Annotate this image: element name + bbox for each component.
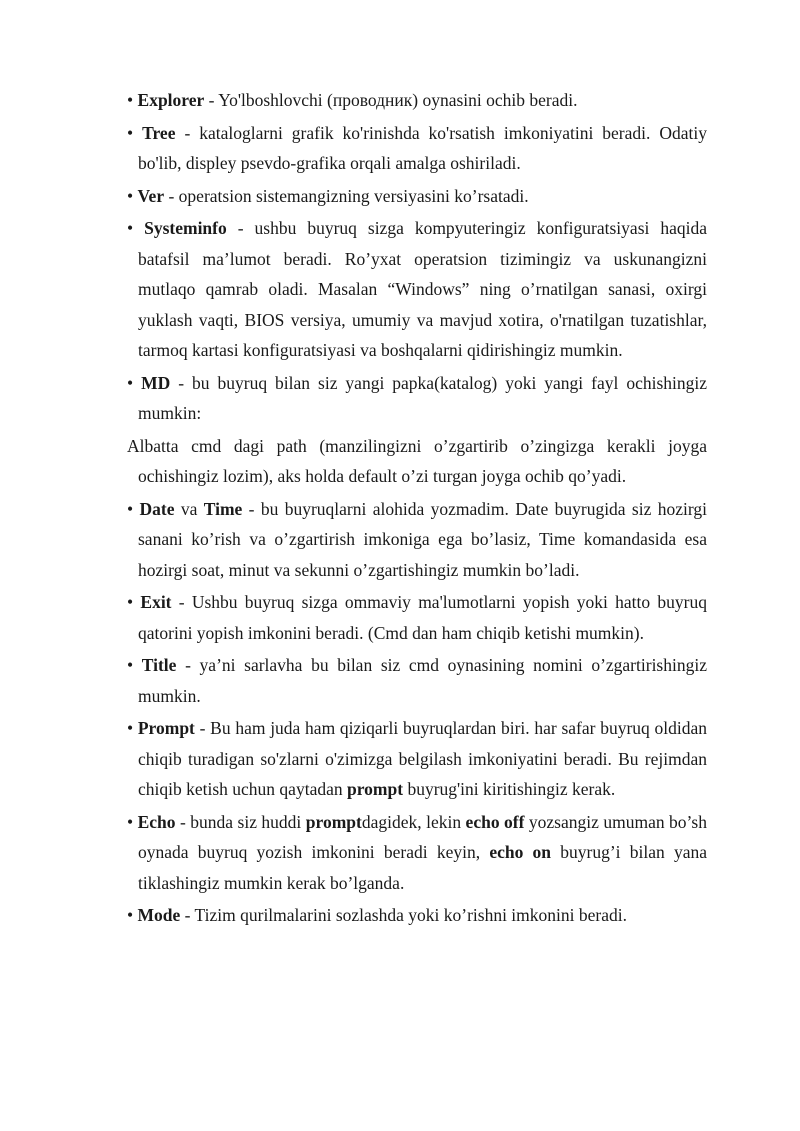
desc-echo-2: dagidek, lekin (361, 811, 466, 832)
item-systeminfo (127, 213, 707, 366)
desc-exit: - Ushbu buyruq sizga ommaviy ma'lumotlarni yopish yoki hatto buyruq qatorini yopish imkonini beradi. (Cmd dan ham chiqib ketishi mumkin). (138, 592, 707, 643)
term-ver: Ver (137, 185, 165, 206)
desc-systeminfo: - ushbu buyruq sizga kompyuteringiz konfiguratsiyasi haqida batafsil ma’lumot beradi. Ro’yxat operatsion tizimingiz va uskunangizni mutlaqo qamrab oladi. Masalan “Windows” ning o’rnatilgan sanasi, oxirgi yuklash vaqti, BIOS versiya, umumiy va mavjud xotira, o'rnatilgan tuzatishlar, tarmoq kartasi konfiguratsiyasi va boshqalarni qidirishingiz mumkin. (138, 218, 707, 360)
desc-echo-4: buyrug’i bilan yana tiklashingiz mumkin kerak bo’lganda. (138, 842, 708, 893)
desc-explorer: - Yo'lboshlovchi (проводник) oynasini ochib beradi. (204, 90, 578, 110)
item-title (127, 650, 707, 711)
item-ver (127, 181, 707, 212)
term-exit: Exit (140, 592, 172, 612)
term-prompt: Prompt (137, 718, 195, 738)
term-title: Title (141, 655, 177, 675)
desc-prompt-2: buyrug'ini kiritishingiz kerak. (403, 779, 616, 799)
bullet: • (127, 372, 142, 393)
conjunction: va (174, 498, 204, 519)
term-prompt-ref: prompt (305, 811, 362, 832)
term-time: Time (203, 498, 243, 519)
bullet: • (127, 218, 145, 238)
item-tree (127, 118, 707, 179)
item-exit (127, 587, 707, 648)
item-prompt (127, 713, 707, 805)
desc-ver: - operatsion sistemangizning versiyasini ko’rsatadi. (164, 185, 529, 206)
term-explorer: Explorer (137, 90, 205, 110)
bullet: • (127, 185, 138, 206)
term-md: MD (141, 372, 171, 393)
item-md (127, 368, 707, 429)
desc-echo-1: - bunda siz huddi (175, 811, 306, 832)
term-tree: Tree (142, 122, 176, 143)
desc-echo-3: yozsangiz umuman bo’sh oynada buyruq yozish imkonini beradi keyin, (138, 811, 707, 862)
document-page (127, 85, 707, 933)
desc-mode: - Tizim qurilmalarini sozlashda yoki ko’rishni imkonini beradi. (180, 905, 627, 925)
desc-date-time: - bu buyruqlarni alohida yozmadim. Date buyrugida siz hozirgi sanani ko’rish va o’zgartirish imkoniga ega bo’lasiz, Time komandasida esa hozirgi soat, minut va sekunni o’zgartishingiz mumkin bo’ladi. (138, 498, 707, 580)
desc-tree: - kataloglarni grafik ko'rinishda ko'rsatish imkoniyatini beradi. Odatiy bo'lib, displey psevdo-grafika orqali amalga oshiriladi. (138, 122, 707, 173)
bullet: • (127, 122, 143, 143)
item-explorer (127, 85, 707, 116)
item-echo (127, 807, 707, 899)
bullet: • (127, 498, 140, 519)
bullet: • (127, 811, 138, 832)
desc-prompt-1: - Bu ham juda ham qiziqarli buyruqlardan biri. har safar buyruq oldidan chiqib turadigan so'zlarni o'zimizga belgilash imkoniyatini beradi. Bu rejimdan chiqib ketish uchun qaytadan (138, 718, 707, 799)
term-systeminfo: Systeminfo (144, 218, 227, 238)
note-paragraph: Albatta cmd dagi path (manzilingizni o’zgartirib o’zingizga kerakli joyga ochishingiz lozim), aks holda default o’zi turgan joyga ochib qo’yadi. (127, 435, 707, 486)
bullet: • (127, 90, 138, 110)
desc-md: - bu buyruq bilan siz yangi papka(katalog) yoki yangi fayl ochishingiz mumkin: (138, 372, 707, 423)
term-echo: Echo (137, 811, 176, 832)
bullet: • (127, 718, 138, 738)
term-echo-off: echo off (465, 811, 525, 832)
item-mode (127, 900, 707, 931)
bullet: • (127, 905, 138, 925)
term-prompt-inline: prompt (346, 779, 404, 799)
bullet: • (127, 655, 142, 675)
item-date-time (127, 494, 707, 586)
term-echo-on: echo on (489, 842, 552, 862)
desc-title: - ya’ni sarlavha bu bilan siz cmd oynasining nomini o’zgartirishingiz mumkin. (138, 655, 707, 706)
bullet: • (127, 592, 141, 612)
term-mode: Mode (137, 905, 181, 925)
term-date: Date (139, 498, 175, 519)
